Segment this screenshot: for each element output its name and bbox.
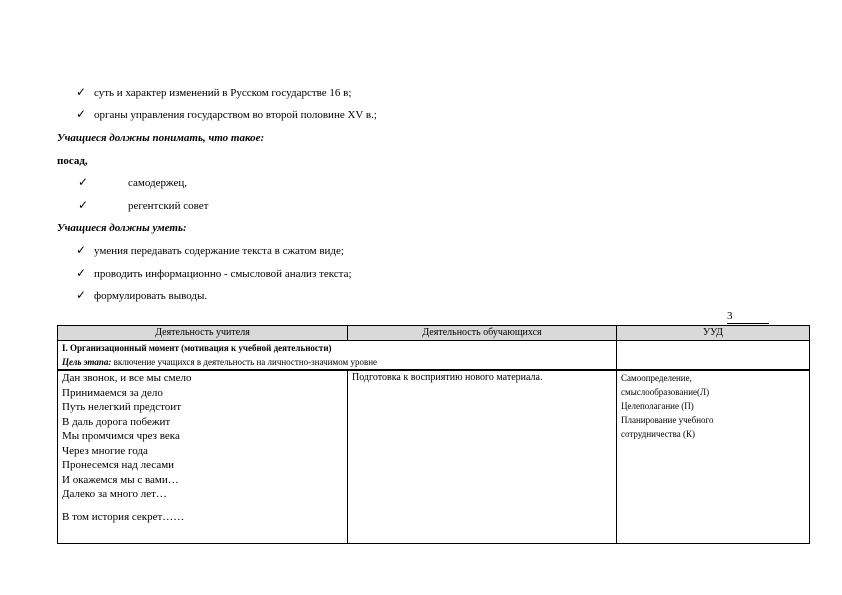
poem-line: Через многие года [62,444,148,457]
check-icon: ✓ [76,107,87,121]
poem-line: Дан звонок, и все мы смело [62,372,192,384]
stage-row [58,341,810,371]
stage-goal-text: включение учащихся в деятельность на личностно-значимом уровне [111,357,378,367]
page-number: 3 [727,309,769,324]
table-header-row [58,326,810,341]
poem-line: Далеко за много лет… [62,488,167,500]
poem-line: Принимаемся за дело [62,386,163,399]
understand-heading: Учащиеся должны понимать, что такое: [57,132,265,144]
poem-final-line: В том история секрет…… [62,510,185,523]
uud-line: сотрудничества (К) [621,429,695,439]
uud-line: Самоопределение, [621,373,692,383]
understand-intro: посад, [57,155,88,167]
check-icon: ✓ [76,243,87,257]
stage-cell [58,341,617,371]
poem-line: Пронесемся над лесами [62,459,175,471]
poem-line: Мы промчимся чрез века [62,430,180,442]
teacher-activity-cell [58,370,348,543]
poem-line: И окажемся мы с вами… [62,473,179,486]
poem-line: Путь нелегкий предстоит [62,401,181,413]
check-icon: ✓ [76,85,87,99]
skills-heading: Учащиеся должны уметь: [57,222,187,234]
knowledge-item-2: органы управления государством во второй половине XV в.; [94,109,377,121]
student-activity-text: Подготовка к восприятию нового материала. [352,372,543,383]
check-icon: ✓ [76,288,87,302]
lesson-table [57,325,810,544]
stage-title: I. Организационный момент (мотивация к учебной деятельности) [62,343,332,353]
skills-item-2: проводить информационно - смысловой анализ текста; [94,268,352,280]
knowledge-item-1: суть и характер изменений в Русском государстве 16 в; [94,87,352,99]
content-row [58,370,810,543]
uud-line: Планирование учебного [621,415,714,425]
column-header-students: Деятельность обучающихся [348,326,617,341]
uud-line: смыслообразование(Л) [621,387,710,397]
stage-goal-label: Цель этапа: [62,357,112,367]
check-icon: ✓ [78,198,89,212]
skills-item-1: умения передавать содержание текста в сжатом виде; [94,245,344,257]
stage-goal [62,355,612,369]
uud-line: Целеполагание (П) [621,401,694,411]
student-activity-cell [348,370,617,543]
understand-item-2: регентский совет [128,200,209,212]
column-header-teacher: Деятельность учителя [58,326,348,341]
poem-line: В даль дорога побежит [62,415,171,428]
uud-cell [617,370,810,543]
column-header-uud: УУД [617,326,810,341]
understand-item-1: самодержец, [128,177,187,189]
check-icon: ✓ [76,266,87,280]
skills-item-3: формулировать выводы. [94,290,208,302]
stage-uud-cell [617,341,810,371]
check-icon: ✓ [78,175,89,189]
